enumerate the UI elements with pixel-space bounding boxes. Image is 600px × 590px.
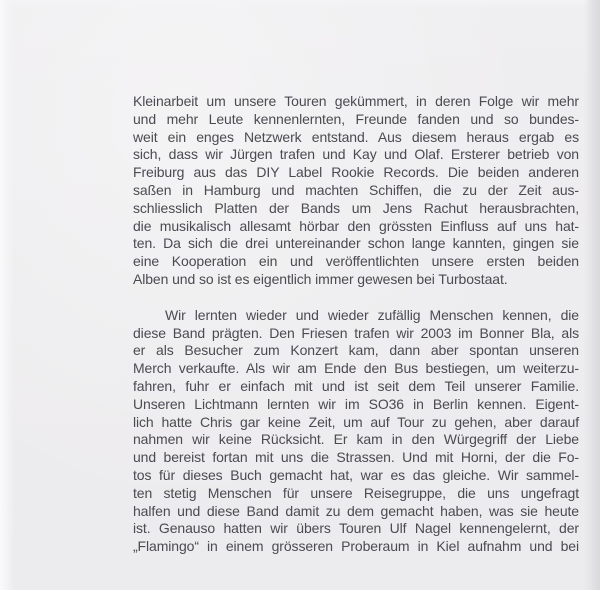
text-line: schliesslich Platten der Bands um Jens Rachut herausbrachten, (133, 199, 579, 216)
text-line: sich, dass wir Jürgen trafen und Kay und Olaf. Ersterer betrieb von (133, 146, 579, 163)
text-line: Merch verkaufte. Als wir am Ende den Bus bestiegen, um weiterzu- (133, 360, 579, 377)
body-text-block (133, 93, 579, 574)
text-line: saßen in Hamburg und machten Schiffen, die zu der Zeit aus- (133, 181, 579, 198)
text-line: ten. Da sich die drei untereinander schon lange kannten, gingen sie (133, 235, 579, 252)
page-right-edge-shadow (584, 0, 600, 590)
text-line: Freiburg aus das DIY Label Rookie Records. Die beiden anderen (133, 164, 579, 181)
text-line: Alben und so ist es eigentlich immer gewesen bei Turbostaat. (133, 270, 508, 287)
text-line: halfen und diese Band damit zu dem gemacht haben, was sie heute (133, 502, 579, 519)
text-line: ist. Genauso hatten wir übers Touren Ulf Nagel kennengelernt, der (133, 520, 579, 537)
text-line: Unseren Lichtmann lernten wir im SO36 in Berlin kennen. Eigent- (133, 395, 579, 412)
page-top-highlight (0, 0, 600, 8)
text-line: weit ein enges Netzwerk entstand. Aus diesem heraus ergab es (133, 128, 579, 145)
text-line: „Flamingo“ in einem grösseren Proberaum in Kiel aufnahm und bei (133, 538, 579, 555)
text-line: tos für dieses Buch gemacht hat, war es das gleiche. Wir sammel- (133, 466, 579, 483)
text-line: er als Besucher zum Konzert kam, dann aber spontan unseren (133, 342, 579, 359)
paragraph-2 (133, 307, 579, 556)
text-line: und mehr Leute kennenlernten, Freunde fanden und so bundes- (133, 110, 579, 127)
text-line: nahmen wir keine Rücksicht. Er kam in den Würgegriff der Liebe (133, 431, 579, 448)
text-line: eine Kooperation ein und veröffentlichten unsere ersten beiden (133, 253, 579, 270)
text-line: fahren, fuhr er einfach mit und ist seit dem Teil unserer Familie. (133, 377, 579, 394)
text-line: die musikalisch allesamt hörbar den grössten Einfluss auf uns hat- (133, 217, 579, 234)
text-line: Wir lernten wieder und wieder zufällig Menschen kennen, die (165, 306, 579, 323)
text-line: Kleinarbeit um unsere Touren gekümmert, in deren Folge wir mehr (133, 93, 579, 109)
page-left-edge-highlight (0, 0, 14, 590)
text-line: diese Band prägten. Den Friesen trafen wir 2003 im Bonner Bla, als (133, 324, 579, 341)
text-line: lich hatte Chris gar keine Zeit, um auf Tour zu gehen, aber darauf (133, 413, 579, 430)
text-line: ten stetig Menschen für unsere Reisegruppe, die uns ungefragt (133, 484, 579, 501)
paragraph-1 (133, 93, 579, 289)
text-line: und bereist fortan mit uns die Strassen. Und mit Horni, der die Fo- (133, 449, 579, 466)
